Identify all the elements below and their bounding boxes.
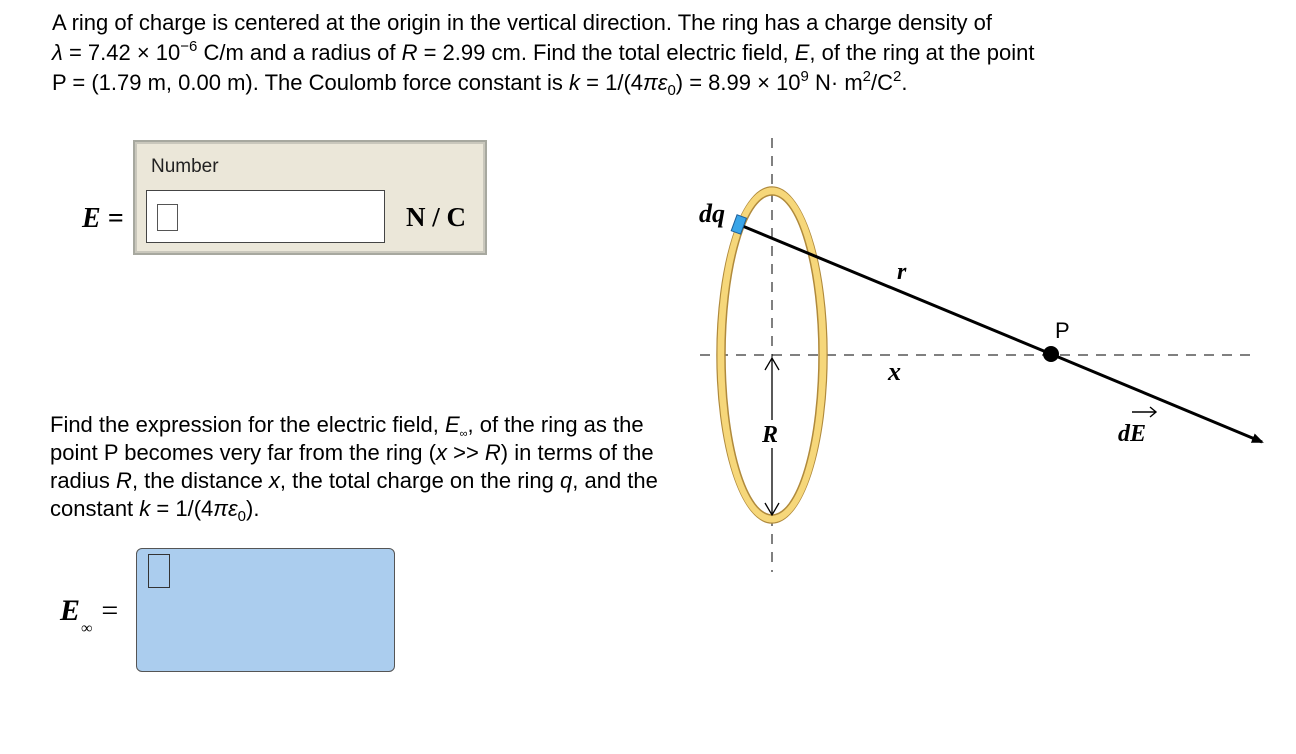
p-label: P bbox=[1055, 318, 1070, 343]
infinity-subscript: ∞ bbox=[81, 620, 93, 637]
de-label: dE bbox=[1118, 421, 1147, 447]
point-text: P = (1.79 m, 0.00 m). The Coulomb force constant is bbox=[52, 70, 570, 95]
q2-text-3: >> bbox=[446, 440, 485, 465]
problem-line-1: A ring of charge is centered at the origin in the vertical direction. The ring has a charge density of bbox=[52, 10, 993, 35]
q2-x-symbol: x bbox=[435, 440, 447, 465]
q2-k-symbol: k bbox=[139, 496, 151, 521]
q2-text-7: , and the constant bbox=[50, 468, 658, 521]
q2-text-9: ). bbox=[246, 496, 260, 521]
k-number: ) = 8.99 × 10 bbox=[675, 70, 801, 95]
k-value: = 1/(4 bbox=[580, 70, 644, 95]
q2-e-symbol: E bbox=[444, 412, 460, 437]
lambda-value: = 7.42 × 10 bbox=[62, 40, 181, 65]
q2-text-6: , the total charge on the ring bbox=[279, 468, 560, 493]
q2-text-5: , the distance bbox=[131, 468, 269, 493]
de-vector-line bbox=[1051, 354, 1262, 442]
radius-label: R bbox=[762, 422, 779, 448]
q2-text-2: , of the ring as the point P becomes very far from the ring ( bbox=[50, 412, 644, 465]
q2-text-8: = 1/(4 bbox=[150, 496, 214, 521]
units-squared-2: 2 bbox=[893, 68, 902, 85]
q2-q-symbol: q bbox=[560, 468, 573, 493]
q2-r-symbol: R bbox=[484, 440, 501, 465]
k-exponent: 9 bbox=[800, 68, 809, 85]
dq-label: dq bbox=[699, 199, 725, 228]
k-symbol: k bbox=[569, 70, 581, 95]
e-infinity-symbol: E bbox=[60, 594, 81, 627]
q2-x-symbol-2: x bbox=[268, 468, 280, 493]
units-squared-1: 2 bbox=[862, 68, 871, 85]
e-equals-label: E = bbox=[82, 203, 124, 234]
q2-text-1: Find the expression for the electric field, bbox=[50, 412, 445, 437]
field-symbol: E bbox=[794, 40, 810, 65]
epsilon-subscript: 0 bbox=[667, 82, 676, 99]
de-vector-arrow-icon bbox=[1132, 407, 1156, 417]
pi-epsilon: πε bbox=[643, 70, 668, 95]
lambda-units: C/m and a radius of bbox=[197, 40, 402, 65]
q2-infinity-sub: ∞ bbox=[459, 428, 468, 440]
q2-r-symbol-2: R bbox=[116, 468, 132, 493]
units-label: N / C bbox=[406, 202, 466, 232]
lambda-exponent: −6 bbox=[180, 38, 198, 55]
r-vector-line bbox=[740, 225, 1051, 354]
q2-pi-epsilon: πε bbox=[213, 496, 238, 521]
x-label: x bbox=[888, 357, 901, 386]
dq-element bbox=[731, 215, 746, 234]
k-units-2: /C bbox=[871, 70, 893, 95]
point-p bbox=[1043, 346, 1059, 362]
period: . bbox=[901, 70, 908, 95]
q2-epsilon-sub: 0 bbox=[237, 508, 247, 525]
problem-line-2-end: , of the ring at the point bbox=[809, 40, 1035, 65]
radius-symbol: R bbox=[401, 40, 418, 65]
q2-text-4: ) in terms of the radius bbox=[50, 440, 654, 493]
equals-sign: = bbox=[101, 594, 119, 627]
r-label: r bbox=[897, 259, 907, 285]
number-label: Number bbox=[151, 156, 219, 177]
k-units-1: N· m bbox=[808, 70, 863, 95]
radius-value: = 2.99 cm. Find the total electric field, bbox=[417, 40, 795, 65]
lambda-symbol: λ bbox=[52, 40, 63, 65]
